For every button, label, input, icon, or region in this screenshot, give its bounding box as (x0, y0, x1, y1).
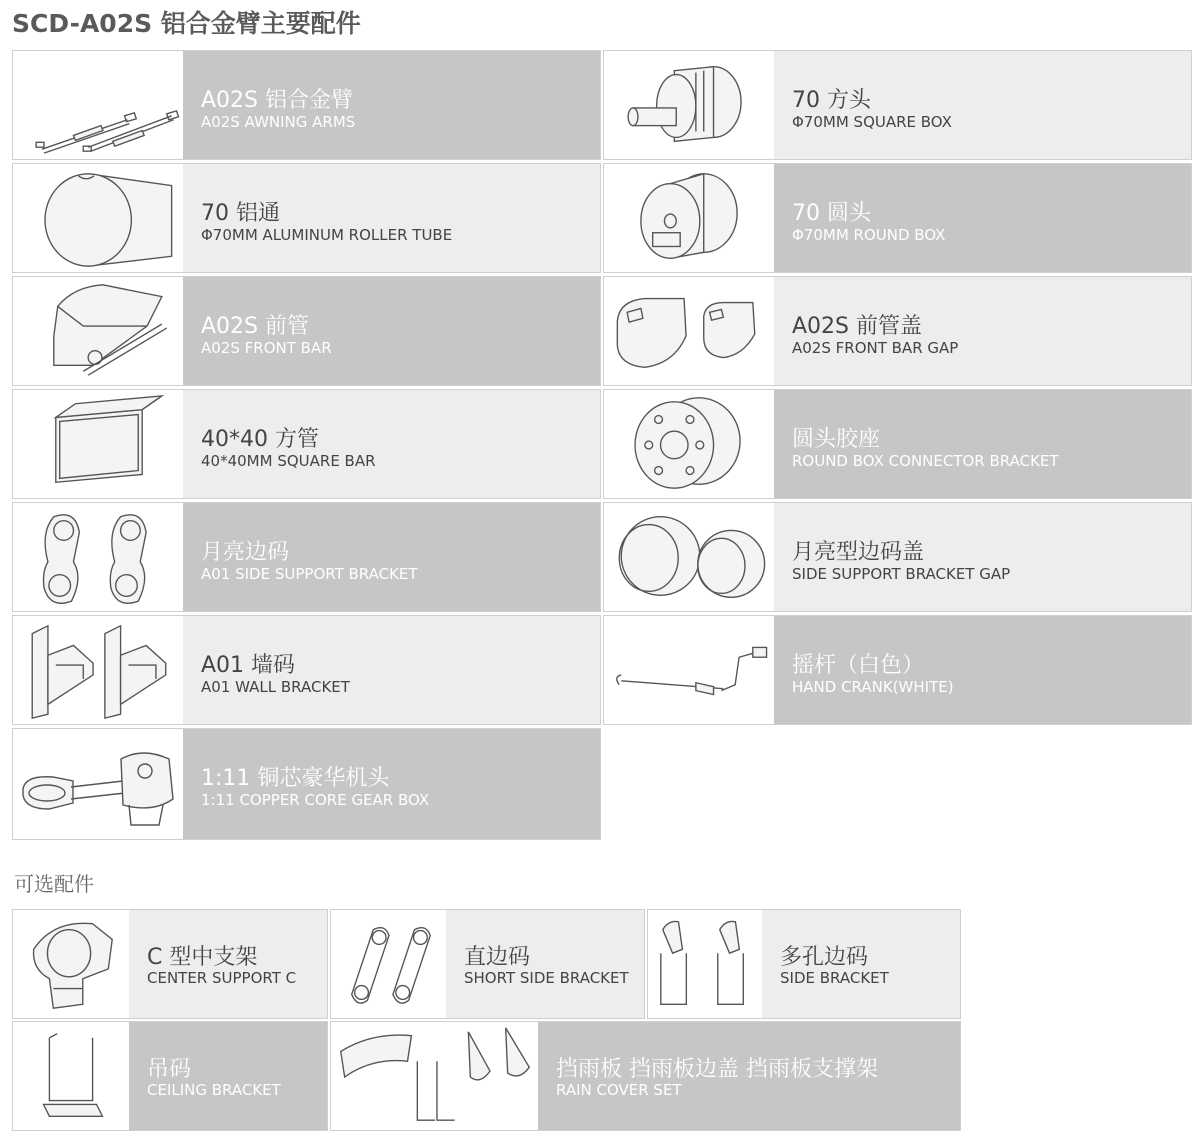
part-card-round-box (603, 163, 1192, 273)
bracket-cap-icon (604, 503, 774, 611)
part-name-en: 40*40MM SQUARE BAR (201, 452, 376, 470)
part-name-zh: 40*40 方管 (201, 427, 319, 452)
part-name-zh: 70 圆头 (792, 201, 871, 226)
option-card-side-bracket (647, 909, 961, 1019)
awning-arms-icon (13, 51, 183, 159)
part-name-en: HAND CRANK(WHITE) (792, 678, 954, 696)
side-bracket-icon (648, 910, 762, 1018)
part-card-side-support-bracket (12, 502, 601, 612)
hand-crank-icon (604, 616, 774, 724)
part-name-zh: 月亮型边码盖 (792, 540, 925, 565)
wall-bracket-icon (13, 616, 183, 724)
part-name-en: A02S FRONT BAR GAP (792, 339, 959, 357)
gear-box-icon (13, 729, 183, 839)
option-name-en: SHORT SIDE BRACKET (464, 969, 629, 987)
part-name-en: A02S FRONT BAR (201, 339, 332, 357)
part-card-roller-tube (12, 163, 601, 273)
part-card-hand-crank (603, 615, 1192, 725)
round-box-icon (604, 164, 774, 272)
square-box-icon (604, 51, 774, 159)
part-name-zh: A01 墙码 (201, 653, 296, 678)
rain-cover-set-icon (331, 1022, 538, 1130)
part-name-en: ROUND BOX CONNECTOR BRACKET (792, 452, 1059, 470)
part-card-square-box (603, 50, 1192, 160)
part-name-en: 1:11 COPPER CORE GEAR BOX (201, 791, 430, 809)
center-support-icon (13, 910, 129, 1018)
option-name-en: CEILING BRACKET (147, 1081, 281, 1099)
option-name-zh: 吊码 (147, 1057, 192, 1082)
part-name-zh: 圆头胶座 (792, 427, 881, 452)
front-bar-cap-icon (604, 277, 774, 385)
part-name-en: A01 SIDE SUPPORT BRACKET (201, 565, 418, 583)
part-name-en: Φ70MM SQUARE BOX (792, 113, 952, 131)
front-bar-icon (13, 277, 183, 385)
part-name-zh: 70 方头 (792, 88, 871, 113)
option-name-zh: 直边码 (464, 945, 531, 970)
part-name-en: A01 WALL BRACKET (201, 678, 350, 696)
part-name-zh: 月亮边码 (201, 540, 290, 565)
roller-tube-icon (13, 164, 183, 272)
option-name-en: SIDE BRACKET (780, 969, 889, 987)
part-name-en: Φ70MM ROUND BOX (792, 226, 946, 244)
part-name-zh: A02S 前管 (201, 314, 310, 339)
square-bar-icon (13, 390, 183, 498)
option-card-ceiling-bracket (12, 1021, 328, 1131)
option-name-en: RAIN COVER SET (556, 1081, 682, 1099)
part-card-gear-box (12, 728, 601, 840)
page-title: SCD-A02S 铝合金臂主要配件 (12, 9, 361, 38)
option-card-short-side-bracket (330, 909, 645, 1019)
side-support-bracket-icon (13, 503, 183, 611)
part-name-zh: 70 铝通 (201, 201, 280, 226)
option-name-zh: C 型中支架 (147, 945, 258, 970)
option-card-center-support (12, 909, 328, 1019)
part-card-wall-bracket (12, 615, 601, 725)
short-side-bracket-icon (331, 910, 446, 1018)
part-card-front-bar-cap (603, 276, 1192, 386)
connector-bracket-icon (604, 390, 774, 498)
part-name-en: A02S AWNING ARMS (201, 113, 356, 131)
ceiling-bracket-icon (13, 1022, 129, 1130)
optional-parts-heading: 可选配件 (14, 872, 94, 896)
part-name-en: SIDE SUPPORT BRACKET GAP (792, 565, 1011, 583)
part-name-zh: 1:11 铜芯豪华机头 (201, 766, 390, 791)
part-card-front-bar (12, 276, 601, 386)
option-name-zh: 多孔边码 (780, 945, 869, 970)
option-name-zh: 挡雨板 挡雨板边盖 挡雨板支撑架 (556, 1057, 878, 1082)
part-card-square-bar (12, 389, 601, 499)
part-card-bracket-cap (603, 502, 1192, 612)
part-name-zh: A02S 前管盖 (792, 314, 923, 339)
part-name-zh: A02S 铝合金臂 (201, 88, 354, 113)
part-name-en: Φ70MM ALUMINUM ROLLER TUBE (201, 226, 453, 244)
part-card-connector-bracket (603, 389, 1192, 499)
part-card-awning-arms (12, 50, 601, 160)
option-name-en: CENTER SUPPORT C (147, 969, 297, 987)
option-card-rain-cover-set (330, 1021, 961, 1131)
part-name-zh: 摇杆（白色） (792, 653, 925, 678)
